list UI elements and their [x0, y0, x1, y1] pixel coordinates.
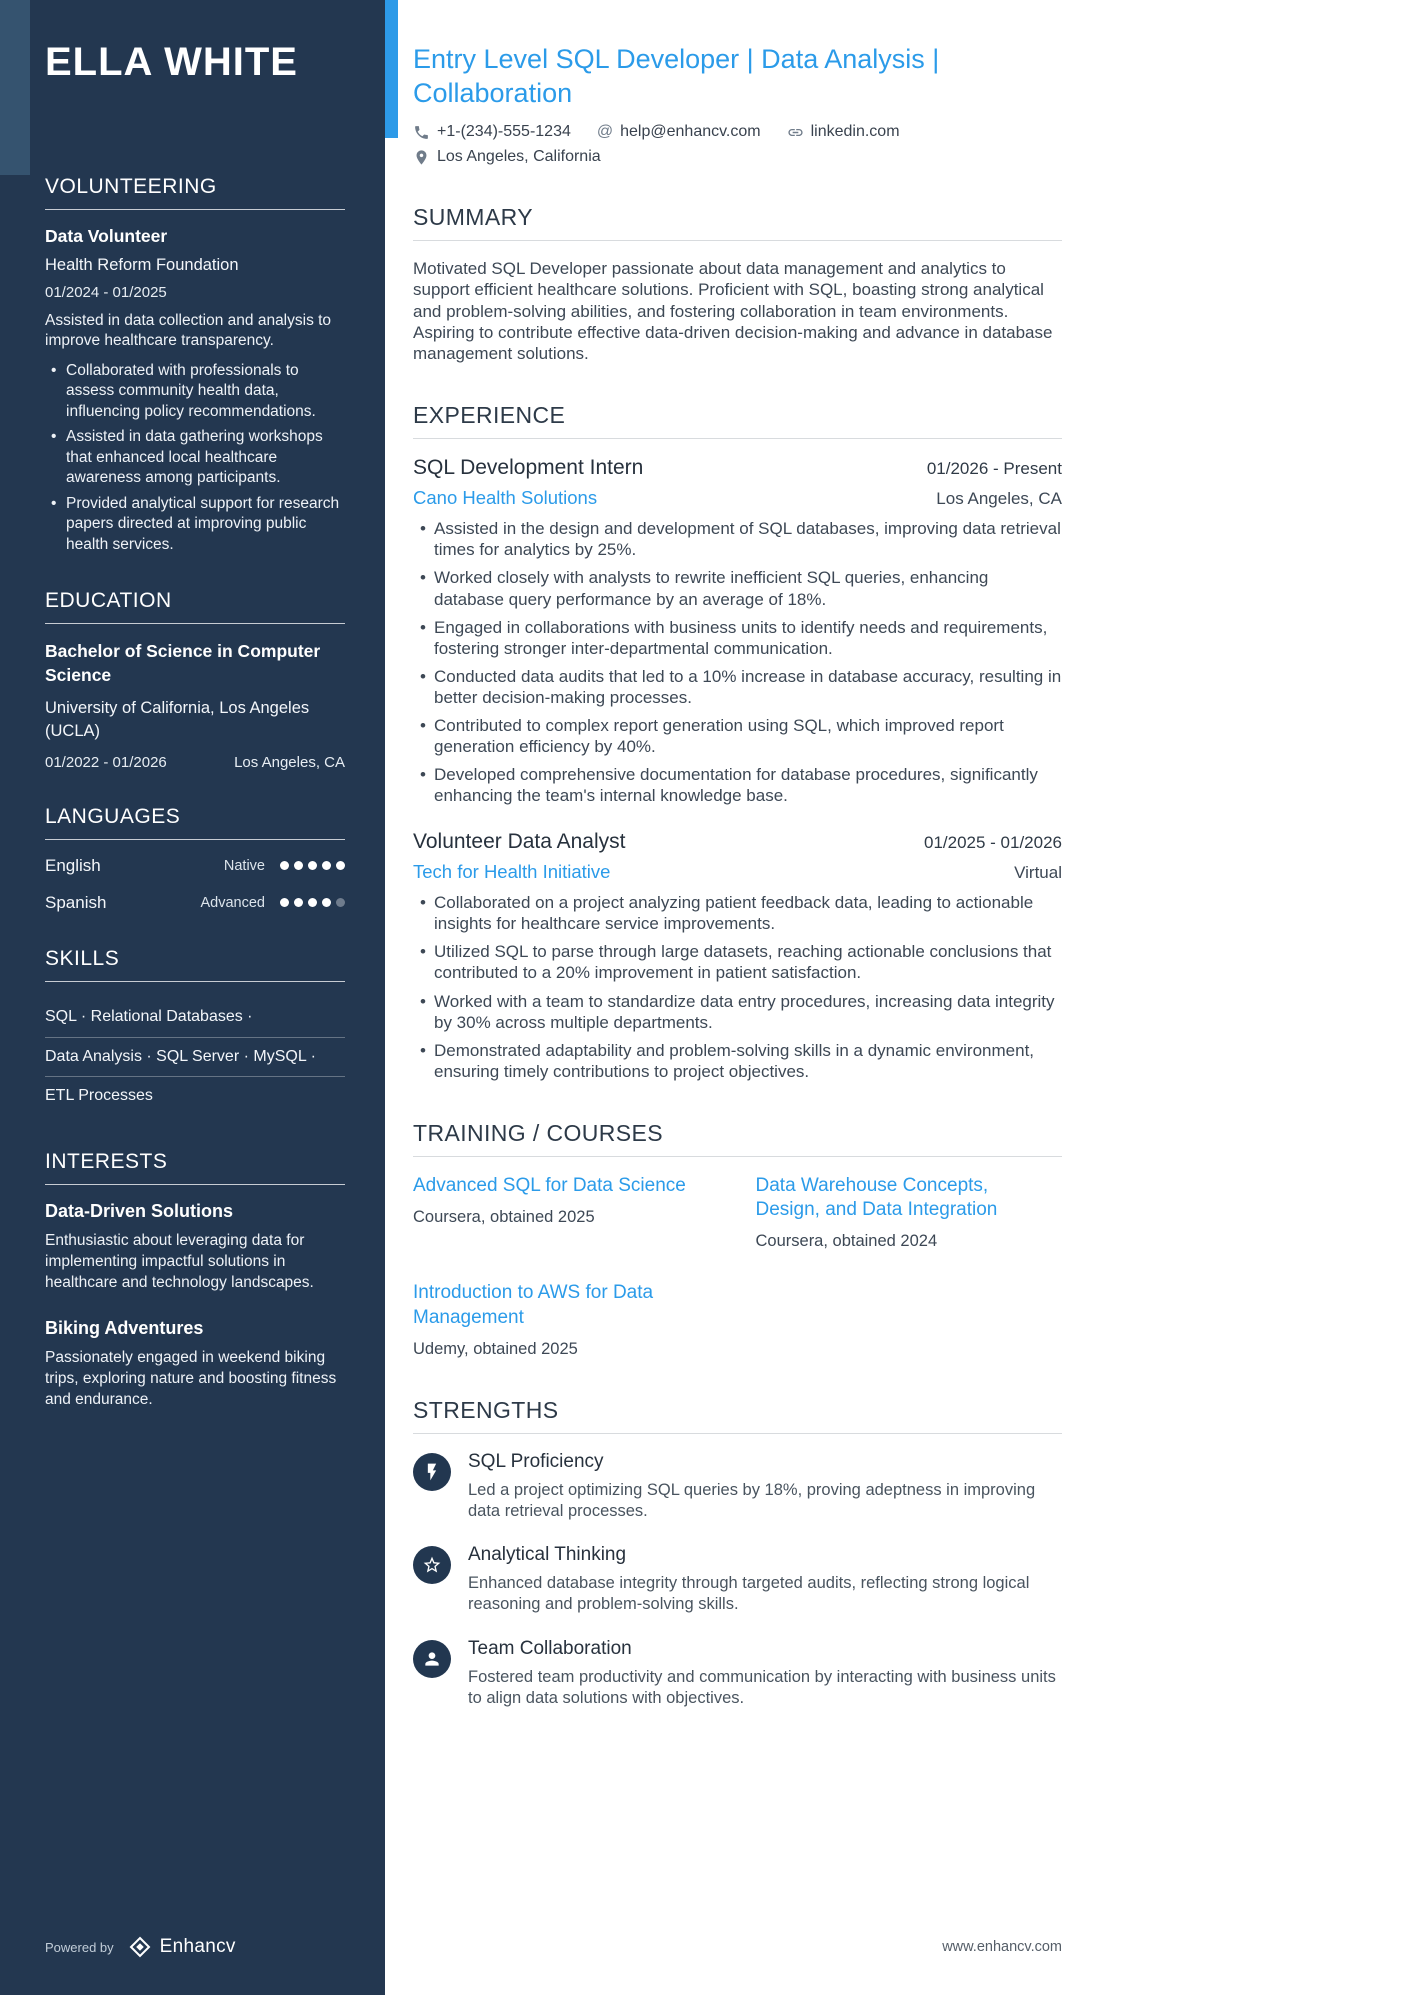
interest-name: Data-Driven Solutions: [45, 1201, 234, 1222]
email-at-icon: @: [596, 123, 614, 141]
language-name: English: [45, 855, 101, 875]
proficiency-dot: [308, 898, 317, 907]
proficiency-dot: [280, 861, 289, 870]
proficiency-dot: [336, 898, 345, 907]
job-header: [413, 830, 1062, 854]
website-footer[interactable]: www.enhancv.com: [942, 1939, 1062, 1955]
training-title: TRAINING / COURSES: [413, 1120, 1062, 1157]
lightning-icon: [413, 1453, 451, 1491]
course-grid: [413, 1174, 1062, 1359]
course-item: [413, 1174, 720, 1252]
powered-by-label: Powered by: [45, 1939, 114, 1955]
summary-section: [413, 204, 1062, 364]
strength-name: SQL Proficiency: [468, 1451, 604, 1473]
bullet-item: • Worked closely with analysts to rewrite inefficient SQL queries, enhancing database query performance by an average of 18%.: [413, 567, 1062, 609]
candidate-name: ELLA WHITE: [45, 40, 298, 84]
proficiency-dot: [336, 861, 345, 870]
bullet-item: • Worked with a team to standardize data entry procedures, increasing data integrity by 30% across multiple departments.: [413, 991, 1062, 1033]
job-header: [413, 456, 1062, 480]
course-name: Advanced SQL for Data Science: [413, 1174, 686, 1196]
bullet-item: • Conducted data audits that led to a 10% increase in database accuracy, resulting in better decision-making processes.: [413, 666, 1062, 708]
proficiency-dot: [280, 898, 289, 907]
bullet-item: • Demonstrated adaptability and problem-solving skills in a dynamic environment, ensuring timely contributions to project objectives.: [413, 1040, 1062, 1082]
experience-entry: [413, 456, 1062, 806]
interest-description: Enthusiastic about leveraging data for implementing impactful solutions in healthcare and technology landscapes.: [45, 1232, 314, 1291]
link-icon: [787, 124, 804, 141]
language-row: [45, 893, 345, 913]
sidebar-edge-accent: [0, 0, 30, 175]
job-location: Los Angeles, CA: [936, 489, 1062, 509]
course-detail: Udemy, obtained 2025: [413, 1340, 578, 1359]
powered-by-footer: [45, 1935, 236, 1959]
experience-section: [413, 402, 1062, 1082]
phone-number: +1-(234)-555-1234: [437, 123, 571, 141]
job-role: Volunteer Data Analyst: [413, 830, 626, 854]
bullet-item: • Engaged in collaborations with business units to identify needs and requirements, fostering stronger inter-departmental communication.: [413, 617, 1062, 659]
interests-section: [45, 1150, 345, 1411]
proficiency-dot: [294, 861, 303, 870]
skills-title: SKILLS: [45, 947, 345, 982]
volunteer-bullet-list: [45, 361, 345, 555]
course-name: Introduction to AWS for Data Management: [413, 1282, 654, 1328]
strength-description: Fostered team productivity and communication by interacting with business units to align data solutions with objectives.: [468, 1667, 1056, 1707]
education-location: Los Angeles, CA: [234, 753, 345, 771]
main-content: [385, 0, 1410, 1995]
email-contact[interactable]: [597, 123, 761, 141]
summary-text: Motivated SQL Developer passionate about data management and analytics to support efficient healthcare solutions. Proficient with SQL, boasting strong analytical and problem-solving abilities, and fostering collaboration in team environments. Aspiring to contribute effective data-driven decision-making and advance in database management solutions.: [413, 259, 1053, 364]
summary-title: SUMMARY: [413, 204, 1062, 241]
bullet-item: • Contributed to complex report generation using SQL, which improved report generation efficiency by 40%.: [413, 715, 1062, 757]
resume-headline: Entry Level SQL Developer | Data Analysis | Collaboration: [413, 44, 940, 109]
language-dots: [280, 898, 345, 907]
interest-name: Biking Adventures: [45, 1317, 204, 1338]
strength-body: [468, 1638, 1062, 1709]
job-dates: 01/2026 - Present: [926, 459, 1062, 479]
sidebar: [0, 0, 385, 1995]
interest-description: Passionately engaged in weekend biking trips, exploring nature and boosting fitness and endurance.: [45, 1348, 337, 1408]
strength-item: [413, 1451, 1062, 1522]
course-item: [413, 1281, 720, 1359]
volunteer-summary: Assisted in data collection and analysis to improve healthcare transparency.: [45, 312, 332, 350]
job-company: Cano Health Solutions: [413, 487, 598, 509]
bullet-item: • Assisted in data gathering workshops that enhanced local healthcare awareness among participants.: [45, 427, 345, 488]
volunteer-role: Data Volunteer: [45, 226, 168, 246]
location-contact: [413, 148, 601, 166]
education-school: University of California, Los Angeles (UCLA): [45, 699, 310, 740]
language-name: Spanish: [45, 892, 107, 912]
language-level: Native: [223, 857, 265, 874]
language-row: [45, 856, 345, 876]
experience-title: EXPERIENCE: [413, 402, 1062, 439]
strength-item: [413, 1638, 1062, 1709]
course-detail: Coursera, obtained 2024: [755, 1232, 938, 1251]
strength-item: [413, 1544, 1062, 1615]
bullet-item: • Collaborated with professionals to assess community health data, influencing policy recommendations.: [45, 361, 345, 422]
strength-description: Enhanced database integrity through targeted audits, reflecting strong logical reasoning and problem-solving skills.: [468, 1574, 1030, 1614]
proficiency-dot: [294, 898, 303, 907]
training-section: [413, 1120, 1062, 1359]
linkedin-contact[interactable]: [787, 123, 900, 141]
languages-section: [45, 805, 345, 913]
job-dates: 01/2025 - 01/2026: [923, 833, 1062, 853]
skill-line: Data Analysis · SQL Server · MySQL ·: [45, 1038, 345, 1078]
location-pin-icon: [413, 149, 430, 166]
star-icon: [413, 1546, 451, 1584]
volunteer-organization: Health Reform Foundation: [45, 256, 239, 274]
bullet-item: • Developed comprehensive documentation for database procedures, significantly enhancing the team's internal knowledge base.: [413, 764, 1062, 806]
education-meta: [45, 754, 345, 771]
skill-line: ETL Processes: [45, 1087, 153, 1105]
language-level: Advanced: [200, 894, 265, 911]
enhancv-logo[interactable]: [128, 1935, 236, 1959]
email-address: help@enhancv.com: [620, 123, 761, 141]
languages-title: LANGUAGES: [45, 805, 345, 840]
phone-contact: [413, 123, 571, 141]
interests-title: INTERESTS: [45, 1150, 345, 1185]
volunteering-section: [45, 175, 345, 555]
education-section: [45, 589, 345, 771]
proficiency-dot: [322, 898, 331, 907]
education-degree: Bachelor of Science in Computer Science: [45, 640, 321, 685]
job-company: Tech for Health Initiative: [413, 861, 611, 883]
strength-description: Led a project optimizing SQL queries by 18%, proving adeptness in improving data retrieval processes.: [468, 1481, 1036, 1521]
job-location: Virtual: [1014, 863, 1062, 883]
course-detail: Coursera, obtained 2025: [413, 1208, 595, 1227]
enhancv-logo-icon: [128, 1935, 152, 1959]
strength-name: Analytical Thinking: [468, 1544, 627, 1566]
strength-body: [468, 1544, 1062, 1615]
volunteering-title: VOLUNTEERING: [45, 175, 345, 210]
strengths-section: [413, 1397, 1062, 1709]
interest-item: [45, 1318, 345, 1411]
strength-body: [468, 1451, 1062, 1522]
person-icon: [413, 1640, 451, 1678]
bullet-item: • Provided analytical support for research papers directed at improving public health services.: [45, 494, 345, 555]
job-subheader: [413, 487, 1062, 509]
contact-row: [413, 123, 1062, 166]
job-bullet-list: [413, 892, 1062, 1082]
linkedin-url: linkedin.com: [810, 123, 900, 141]
bullet-item: • Collaborated on a project analyzing patient feedback data, leading to actionable insights for healthcare service improvements.: [413, 892, 1062, 934]
strengths-title: STRENGTHS: [413, 1397, 1062, 1434]
course-item: [756, 1174, 1063, 1252]
bullet-item: • Utilized SQL to parse through large datasets, reaching actionable conclusions that contributed to a 20% improvement in patient satisfaction.: [413, 941, 1062, 983]
job-role: SQL Development Intern: [413, 456, 644, 480]
education-title: EDUCATION: [45, 589, 345, 624]
skill-line: SQL · Relational Databases ·: [45, 998, 345, 1038]
strength-name: Team Collaboration: [468, 1637, 632, 1659]
volunteer-dates: 01/2024 - 01/2025: [45, 284, 167, 301]
course-name: Data Warehouse Concepts, Design, and Data Integration: [755, 1174, 998, 1221]
phone-icon: [413, 124, 430, 141]
proficiency-dot: [322, 861, 331, 870]
location-text: Los Angeles, California: [437, 148, 601, 166]
experience-entry: [413, 830, 1062, 1082]
education-dates: 01/2022 - 01/2026: [45, 753, 167, 771]
skills-section: [45, 947, 345, 1116]
language-dots: [280, 861, 345, 870]
job-bullet-list: [413, 518, 1062, 806]
interest-item: [45, 1201, 345, 1294]
enhancv-logo-text: Enhancv: [159, 1936, 236, 1957]
proficiency-dot: [308, 861, 317, 870]
job-subheader: [413, 861, 1062, 883]
bullet-item: • Assisted in the design and development of SQL databases, improving data retrieval times for analytics by 25%.: [413, 518, 1062, 560]
